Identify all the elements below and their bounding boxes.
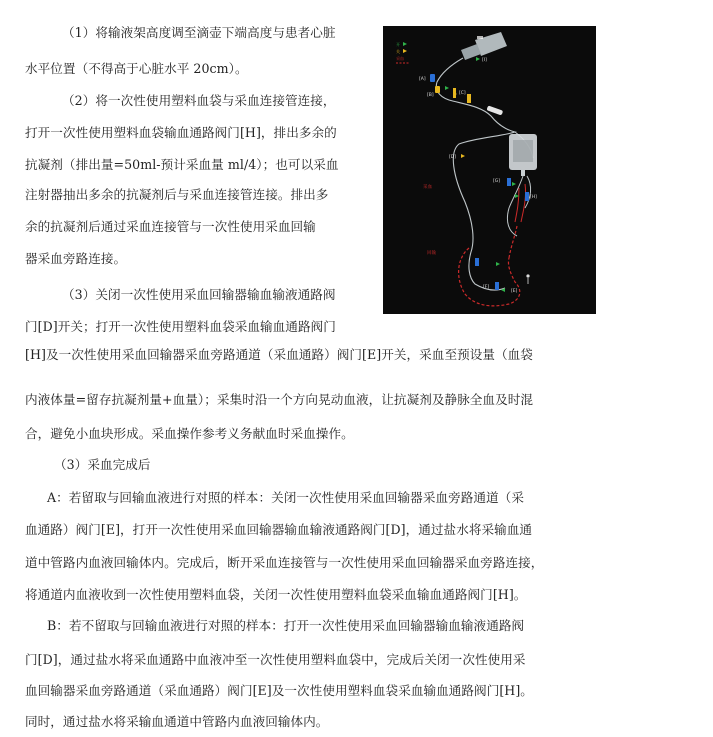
text-line: 门[D]，通过盐水将采血通路中血液冲至一次性使用塑料血袋中，完成后关闭一次性使用采 [25, 652, 526, 667]
text-line: 合，避免小血块形成。采血操作参考义务献血时采血操作。 [25, 426, 354, 441]
close-arrow-icon [403, 49, 407, 53]
text-line: 道中管路内血液回输体内。完成后，断开采血连接管与一次性使用采血回输器采血旁路连接， [25, 555, 544, 570]
reinfusion-label: 回输 [427, 251, 436, 256]
valve-label-c: [C] [459, 91, 466, 96]
text-line: 余的抗凝剂后通过采血连接管与一次性使用采血回输 [25, 219, 316, 234]
open-arrow-icon [445, 86, 449, 90]
text-line: 打开一次性使用塑料血袋输血通路阀门[H]，排出多余的 [25, 125, 337, 140]
valve-label-d: [D] [449, 155, 456, 160]
valve-label-f: [F] [483, 285, 490, 290]
open-arrow-icon [403, 42, 407, 46]
text-line: 门[D]开关；打开一次性使用塑料血袋采血输血通路阀门 [25, 319, 336, 334]
blood-collection-label: 采血 [423, 185, 432, 190]
text-line: 将通道内血液收到一次性使用塑料血袋，关闭一次性使用塑料血袋采血输血通路阀门[H]。 [25, 587, 527, 602]
text-line: 抗凝剂（排出量=50ml-预计采血量 ml/4）；也可以采血 [25, 157, 339, 172]
text-line: （2）将一次性使用塑料血袋与采血连接管连接， [62, 93, 336, 108]
text-line: [H]及一次性使用采血回输器采血旁路通道（采血通路）阀门[E]开关，采血至预设量（血袋 [25, 347, 533, 362]
transfusion-set-photo [383, 26, 596, 314]
saline-bottle [461, 32, 507, 60]
open-arrow-icon [476, 57, 480, 61]
text-line: （1）将输液架高度调至滴壶下端高度与患者心脏 [62, 25, 336, 40]
legend-close-label: 关 [396, 49, 400, 54]
legend-blood-label: 采血 [396, 56, 404, 61]
text-line: 注射器抽出多余的抗凝剂后与采血连接管连接。排出多 [25, 187, 329, 202]
valve-a-icon [430, 74, 435, 82]
blood-bag [509, 134, 537, 176]
text-line: 同时，通过盐水将采输血通道中管路内血液回输体内。 [25, 714, 329, 729]
legend-open-label: 开 [396, 42, 400, 47]
valve-label-e: [E] [511, 289, 518, 294]
text-line: 内液体量=留存抗凝剂量+血量）；采集时沿一个方向晃动血液，让抗凝剂及静脉全血及时混 [25, 392, 534, 407]
text-line: 血回输器采血旁路通道（采血通路）阀门[E]及一次性使用塑料血袋采血输血通路阀门[H]。 [25, 683, 533, 698]
valve-label-h: [H] [530, 195, 537, 200]
valve-label-i: [I] [482, 58, 487, 63]
close-arrow-icon [461, 154, 465, 158]
valve-label-a: [A] [419, 77, 426, 82]
infusion-tube [436, 58, 515, 290]
text-line: （3）采血完成后 [54, 457, 151, 472]
text-line: B：若不留取与回输血液进行对照的样本：打开一次性使用采血回输器输血输液通路阀 [47, 618, 525, 633]
text-line: （3）关闭一次性使用采血回输器输血输液通路阀 [62, 287, 336, 302]
open-arrow-icon [496, 262, 500, 266]
valve-label-g: [G] [493, 179, 500, 184]
text-line: 血通路）阀门[E]，打开一次性使用采血回输器输血输液通路阀门[D]，通过盐水将采输血通 [25, 522, 533, 537]
text-line: 器采血旁路连接。 [25, 251, 127, 266]
blood-path [459, 248, 520, 306]
photo-legend [396, 41, 409, 63]
valve-label-b: [B] [427, 93, 434, 98]
text-line: 水平位置（不得高于心脏水平 20cm）。 [25, 61, 248, 76]
text-line: A：若留取与回输血液进行对照的样本：关闭一次性使用采血回输器采血旁路通道（采 [47, 490, 524, 505]
open-arrow-icon [512, 182, 516, 186]
